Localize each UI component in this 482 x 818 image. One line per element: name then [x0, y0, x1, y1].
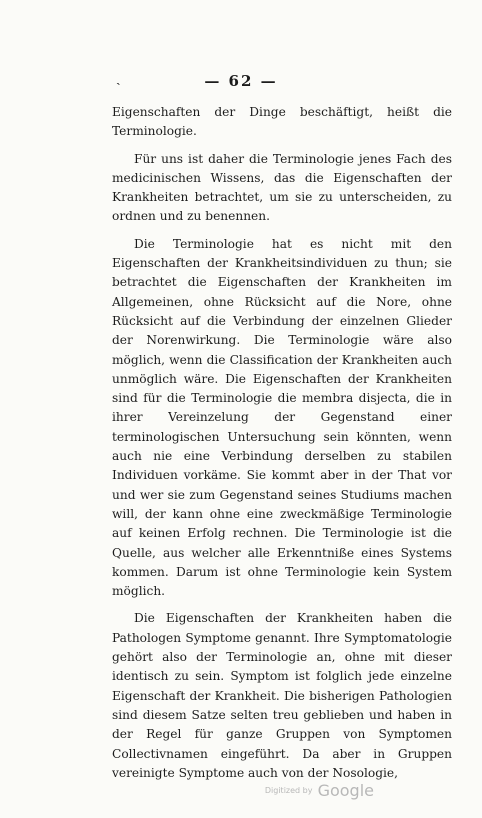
page-number: — 62 —	[204, 72, 278, 90]
margin-mark: ˏ	[116, 70, 121, 86]
paragraph-3: Die Terminologie hat es nicht mit den Eigenschaften der Krankheitsindividuen zu thun; sie betrachtet die Eigenschaften der Krankheiten im Allgemeinen, ohne Rücksicht auf die Nore, ohne Rücksicht auf die Verbindung der einzelnen Glieder der Norenwirkung. Die Terminologie wäre also möglich, wenn die Classification der Krankheiten auch unmöglich wäre. Die Eigenschaften der Krankheiten sind für die Terminologie die membra disjecta, die in ihrer Vereinzelung der Gegenstand einer terminologischen Untersuchung sein könnten, wenn auch nie eine Verbindung derselben zu stabilen Individuen vorkäme. Sie kommt aber in der That vor und wer sie zum Gegenstand seines Studiums machen will, der kann ohne eine zweckmäßige Terminologie auf keinen Erfolg rechnen. Die Terminologie ist die Quelle, aus welcher alle Erkenntniße eines Systems kommen. Darum ist ohne Terminologie kein System möglich.	[112, 236, 452, 599]
watermark-prefix: Digitized by	[264, 786, 313, 795]
paragraph-2: Für uns ist daher die Terminologie jenes Fach des medicinischen Wissens, das die Eigenschaften der Krankheiten betrachtet, um sie zu unterscheiden, zu ordnen und zu benennen.	[112, 151, 452, 224]
google-logo: Google	[317, 781, 374, 800]
digitized-watermark	[265, 780, 374, 800]
body-text	[112, 103, 452, 791]
paragraph-1: Eigenschaften der Dinge beschäftigt, heißt die Terminologie.	[112, 105, 452, 139]
paragraph-4: Die Eigenschaften der Krankheiten haben die Pathologen Symptome genannt. Ihre Symptomatologie gehört also der Terminologie an, ohne mit dieser identisch zu sein. Symptom ist folglich jede einzelne Eigenschaft der Krankheit. Die bisherigen Pathologien sind diesem Satze selten treu geblieben und haben in der Regel für ganze Gruppen von Symptomen Collectivnamen eingeführt. Da aber in Gruppen vereinigte Symptome auch von der Nosologie,	[112, 611, 452, 780]
